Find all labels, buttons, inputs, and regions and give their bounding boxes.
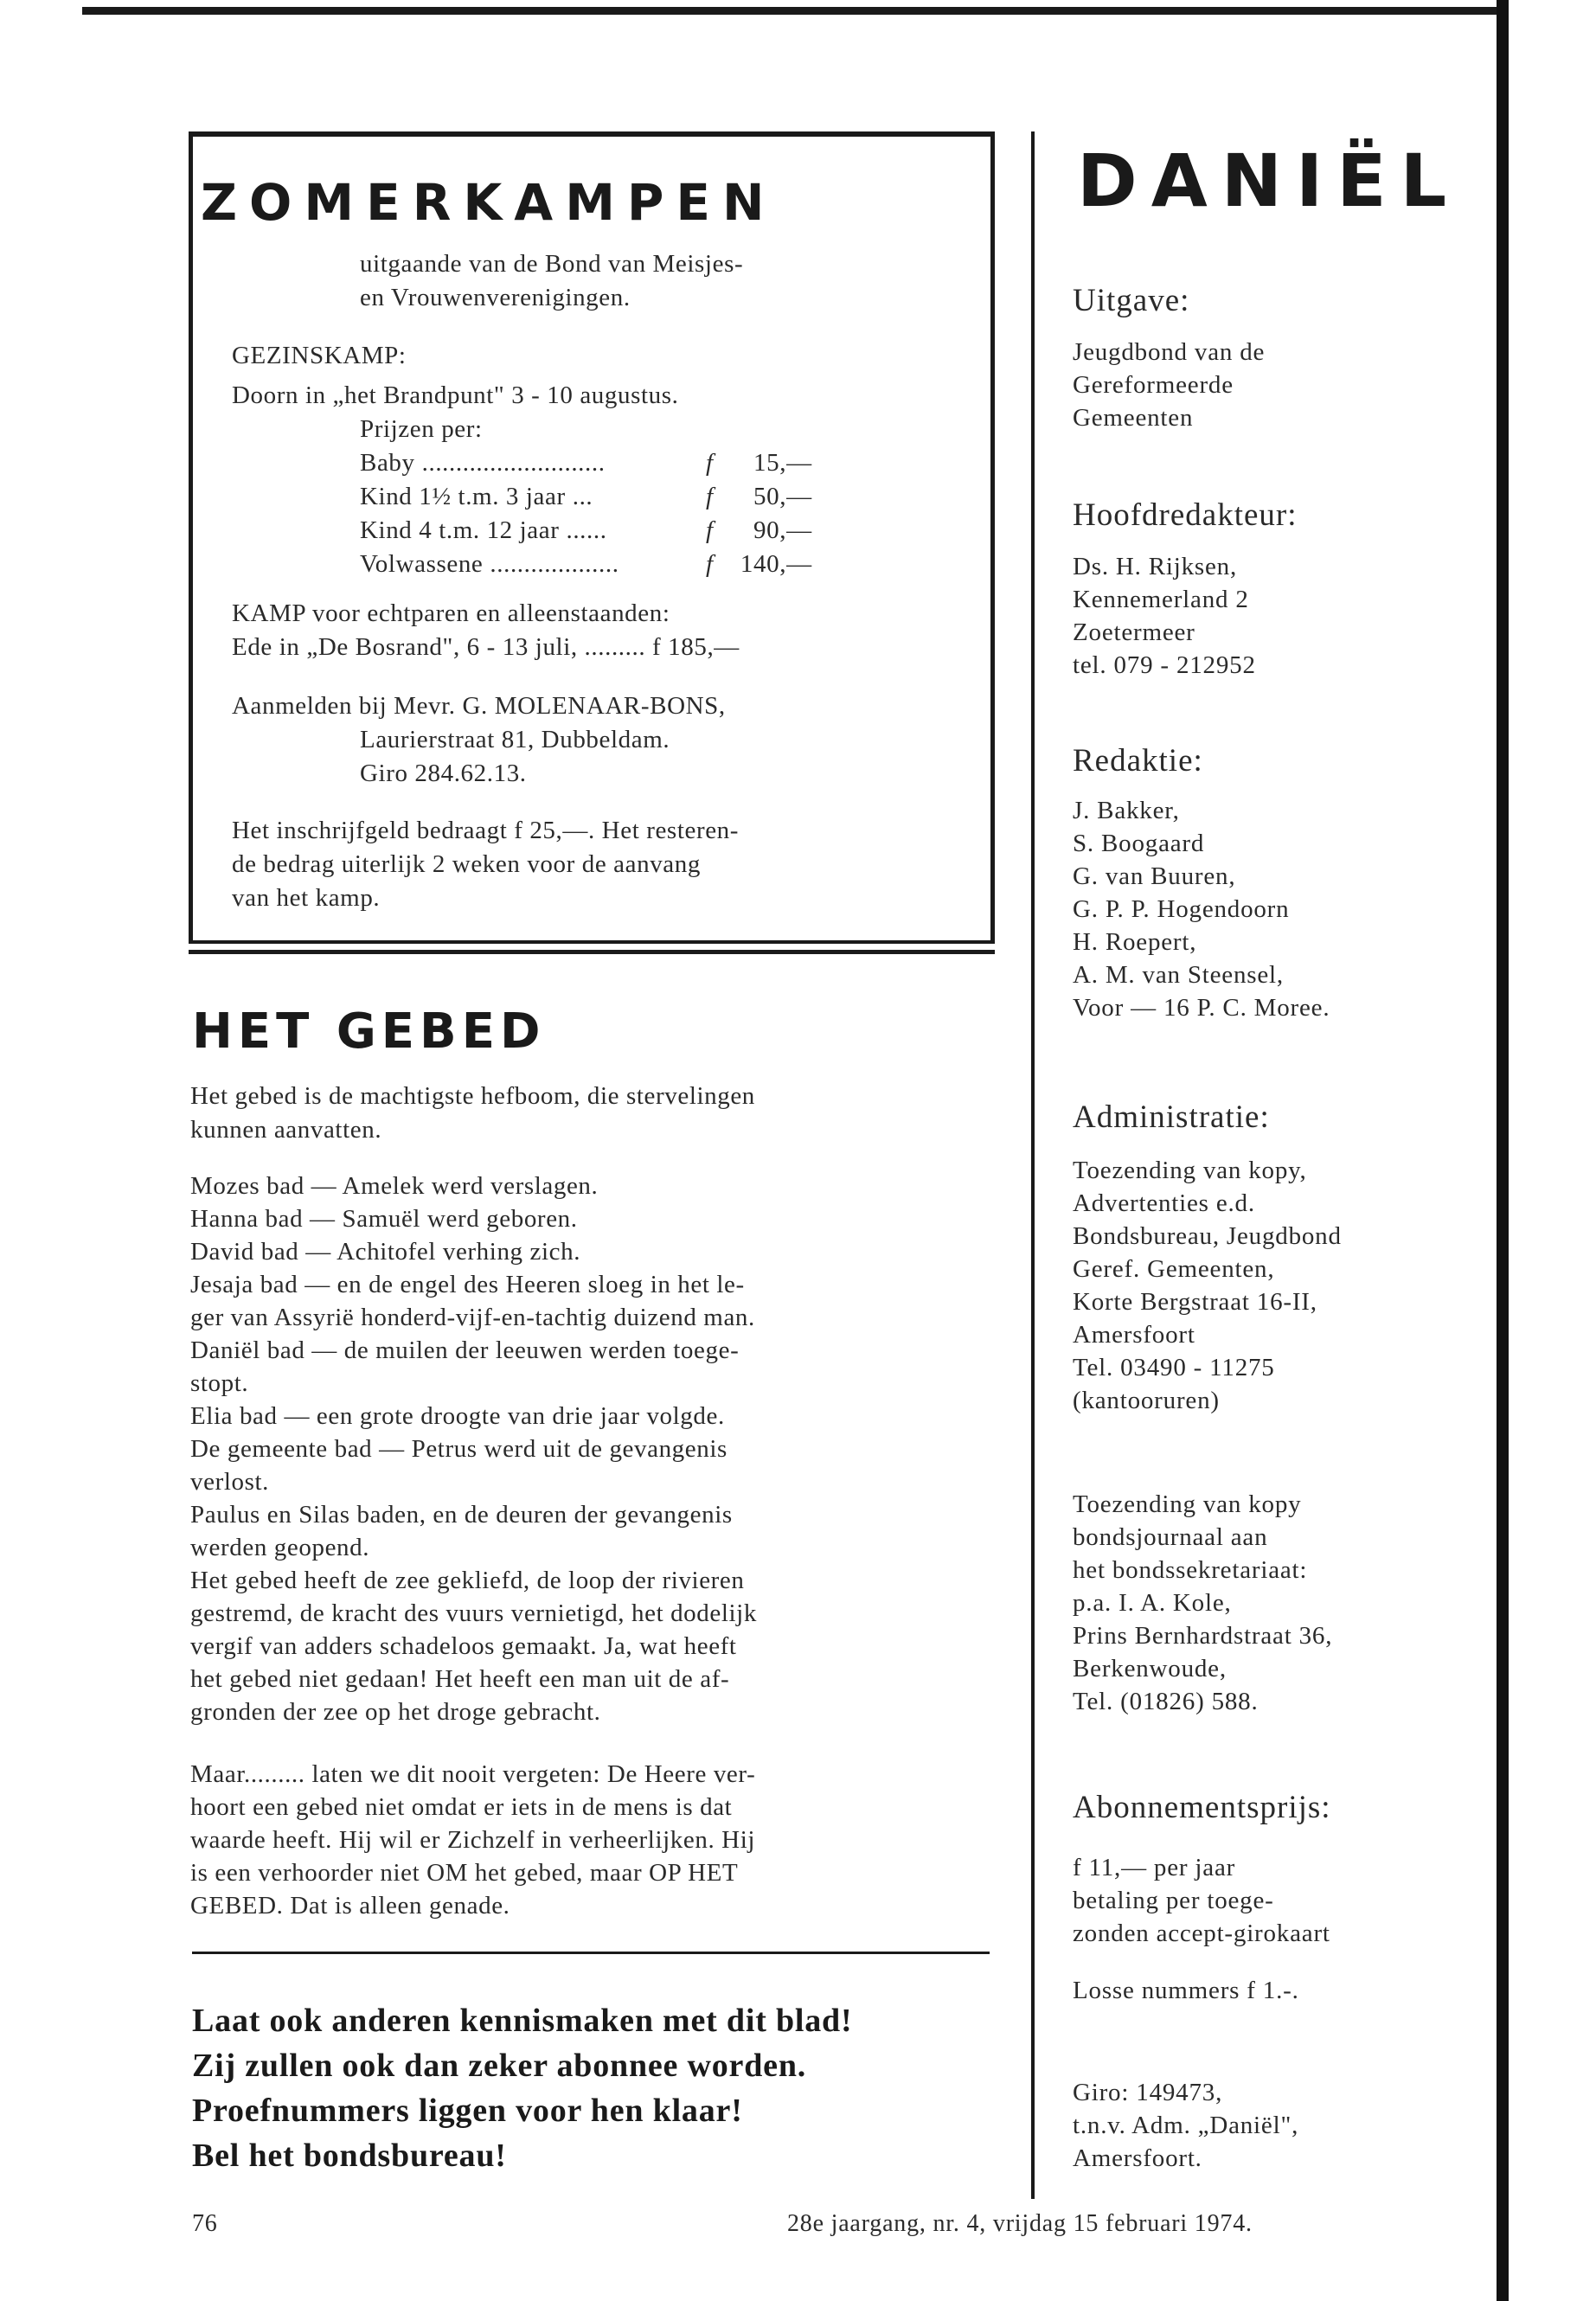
- gebed-p2-line: gestremd, de kracht des vuurs vernietigd, het dodelijk: [190, 1599, 757, 1627]
- florin-sign: f: [706, 550, 714, 578]
- gebed-p3-line: hoort een gebed niet omdat er iets in de mens is dat: [190, 1793, 733, 1821]
- aanmelden-line-1: Aanmelden bij Mevr. G. MOLENAAR-BONS,: [232, 692, 726, 720]
- gebed-title: HET GEBED: [192, 1003, 546, 1060]
- promo-line: Proefnummers liggen voor hen klaar!: [192, 2093, 743, 2129]
- gezinskamp-place: Doorn in „het Brandpunt" 3 - 10 augustus.: [232, 381, 679, 409]
- toezending-line: p.a. I. A. Kole,: [1073, 1589, 1232, 1617]
- prices-label: Prijzen per:: [360, 415, 483, 443]
- gebed-p2-line: Hanna bad — Samuël werd geboren.: [190, 1205, 578, 1233]
- redaktie-heading: Redaktie:: [1073, 743, 1203, 779]
- administratie-line: Advertenties e.d.: [1073, 1189, 1255, 1217]
- uitgave-heading: Uitgave:: [1073, 283, 1190, 318]
- right-rule: [1497, 0, 1509, 2301]
- toezending-line: Prins Bernhardstraat 36,: [1073, 1622, 1333, 1650]
- redaktie-line: S. Boogaard: [1073, 830, 1205, 857]
- florin-sign: f: [706, 483, 714, 510]
- gezinskamp-label: GEZINSKAMP:: [232, 342, 407, 369]
- redaktie-line: G. P. P. Hogendoorn: [1073, 895, 1290, 923]
- gebed-p2-line: Mozes bad — Amelek werd verslagen.: [190, 1172, 599, 1200]
- price-row: [360, 446, 812, 480]
- gebed-p3-line: Maar......... laten we dit nooit vergeten: De Heere ver-: [190, 1760, 756, 1788]
- abonnement-line: betaling per toege-: [1073, 1887, 1274, 1914]
- abonnement-line: f 11,— per jaar: [1073, 1854, 1236, 1881]
- administratie-line: Tel. 03490 - 11275: [1073, 1354, 1275, 1381]
- gebed-p2-line: vergif van adders schadeloos gemaakt. Ja, wat heeft: [190, 1632, 737, 1660]
- promo-line: Bel het bondsbureau!: [192, 2138, 507, 2174]
- gebed-p2-line: werden geopend.: [190, 1534, 370, 1561]
- aanmelden-line-2: Laurierstraat 81, Dubbeldam.: [360, 726, 670, 753]
- gebed-p3-line: is een verhoorder niet OM het gebed, maar OP HET: [190, 1859, 739, 1887]
- gebed-p2-line: Elia bad — een grote droogte van drie jaar volgde.: [190, 1402, 725, 1430]
- price-row: [360, 480, 812, 514]
- florin-sign: f: [706, 516, 714, 544]
- gebed-p3-line: GEBED. Dat is alleen genade.: [190, 1892, 510, 1920]
- kamp-line-2: Ede in „De Bosrand", 6 - 13 juli, ......... f 185,—: [232, 633, 740, 661]
- price-amount: 15,—: [753, 449, 812, 477]
- page-number: 76: [192, 2210, 218, 2237]
- giro-line: t.n.v. Adm. „Daniël",: [1073, 2112, 1299, 2139]
- uitgave-line: Gereformeerde: [1073, 371, 1234, 399]
- toezending-line: Toezending van kopy: [1073, 1490, 1302, 1518]
- promo-line: Zij zullen ook dan zeker abonnee worden.: [192, 2048, 807, 2084]
- aanmelden-line-3: Giro 284.62.13.: [360, 760, 527, 787]
- gebed-p2-line: Jesaja bad — en de engel des Heeren sloeg in het le-: [190, 1271, 745, 1298]
- gebed-p2-line: Paulus en Silas baden, en de deuren der gevangenis: [190, 1501, 733, 1529]
- toezending-line: bondsjournaal aan: [1073, 1523, 1268, 1551]
- losse-nummers: Losse nummers f 1.-.: [1073, 1977, 1299, 2004]
- administratie-line: Amersfoort: [1073, 1321, 1195, 1349]
- hoofdredakteur-line: tel. 079 - 212952: [1073, 651, 1256, 679]
- promo-separator: [192, 1952, 990, 1954]
- gebed-p3-line: waarde heeft. Hij wil er Zichzelf in verheerlijken. Hij: [190, 1826, 756, 1854]
- inschrijf-line-1: Het inschrijfgeld bedraagt f 25,—. Het resteren-: [232, 817, 740, 844]
- redaktie-line: G. van Buuren,: [1073, 862, 1236, 890]
- price-amount: 140,—: [740, 550, 812, 578]
- kamp-line-1: KAMP voor echtparen en alleenstaanden:: [232, 599, 670, 627]
- gebed-p1-line: kunnen aanvatten.: [190, 1116, 382, 1144]
- promo-line: Laat ook anderen kennismaken met dit blad!: [192, 2003, 853, 2039]
- gebed-p2-line: Het gebed heeft de zee gekliefd, de loop der rivieren: [190, 1567, 745, 1594]
- abonnement-line: zonden accept-girokaart: [1073, 1920, 1330, 1947]
- redaktie-line: H. Roepert,: [1073, 928, 1197, 956]
- box-bottom-border: [189, 950, 995, 954]
- zomerkampen-title: ZOMERKAMPEN: [201, 173, 777, 232]
- inschrijf-line-3: van het kamp.: [232, 884, 381, 912]
- administratie-line: Korte Bergstraat 16-II,: [1073, 1288, 1317, 1316]
- redaktie-line: J. Bakker,: [1073, 797, 1180, 824]
- florin-sign: f: [706, 449, 714, 477]
- hoofdredakteur-heading: Hoofdredakteur:: [1073, 497, 1298, 533]
- toezending-line: het bondssekretariaat:: [1073, 1556, 1308, 1584]
- price-label: Volwassene ...................: [360, 550, 619, 578]
- gebed-p2-line: De gemeente bad — Petrus werd uit de gevangenis: [190, 1435, 727, 1463]
- gebed-p1-line: Het gebed is de machtigste hefboom, die stervelingen: [190, 1082, 755, 1110]
- toezending-line: Berkenwoude,: [1073, 1655, 1227, 1682]
- price-label: Kind 4 t.m. 12 jaar ......: [360, 516, 607, 544]
- price-amount: 90,—: [753, 516, 812, 544]
- administratie-line: (kantooruren): [1073, 1387, 1220, 1414]
- gebed-p2-line: het gebed niet gedaan! Het heeft een man uit de af-: [190, 1665, 730, 1693]
- gebed-p2-line: stopt.: [190, 1369, 249, 1397]
- redaktie-line: Voor — 16 P. C. Moree.: [1073, 994, 1330, 1022]
- gebed-p2-line: David bad — Achitofel verhing zich.: [190, 1238, 581, 1266]
- hoofdredakteur-line: Kennemerland 2: [1073, 586, 1249, 613]
- gebed-p2-line: ger van Assyrië honderd-vijf-en-tachtig duizend man.: [190, 1304, 755, 1331]
- redaktie-line: A. M. van Steensel,: [1073, 961, 1284, 989]
- price-label: Kind 1½ t.m. 3 jaar ...: [360, 483, 593, 510]
- issue-info: 28e jaargang, nr. 4, vrijdag 15 februari 1974.: [787, 2210, 1253, 2237]
- price-row: [360, 548, 812, 581]
- toezending-line: Tel. (01826) 588.: [1073, 1688, 1259, 1715]
- price-label: Baby ...........................: [360, 449, 606, 477]
- intro-line-2: en Vrouwenverenigingen.: [360, 284, 631, 311]
- administratie-heading: Administratie:: [1073, 1099, 1270, 1135]
- column-divider: [1031, 131, 1035, 2199]
- abonnementsprijs-heading: Abonnementsprijs:: [1073, 1790, 1331, 1825]
- gebed-p2-line: gronden der zee op het droge gebracht.: [190, 1698, 601, 1726]
- top-rule: [82, 7, 1501, 15]
- uitgave-line: Gemeenten: [1073, 404, 1194, 432]
- intro-line-1: uitgaande van de Bond van Meisjes-: [360, 250, 744, 278]
- price-amount: 50,—: [753, 483, 812, 510]
- hoofdredakteur-line: Ds. H. Rijksen,: [1073, 553, 1238, 580]
- gebed-p2-line: verlost.: [190, 1468, 269, 1496]
- giro-line: Amersfoort.: [1073, 2144, 1202, 2172]
- daniel-title: DANIËL: [1077, 138, 1461, 223]
- uitgave-line: Jeugdbond van de: [1073, 338, 1266, 366]
- gebed-p2-line: Daniël bad — de muilen der leeuwen werden toege-: [190, 1336, 740, 1364]
- inschrijf-line-2: de bedrag uiterlijk 2 weken voor de aanvang: [232, 850, 701, 878]
- administratie-line: Toezending van kopy,: [1073, 1157, 1307, 1184]
- administratie-line: Geref. Gemeenten,: [1073, 1255, 1275, 1283]
- giro-line: Giro: 149473,: [1073, 2079, 1223, 2106]
- hoofdredakteur-line: Zoetermeer: [1073, 619, 1195, 646]
- administratie-line: Bondsbureau, Jeugdbond: [1073, 1222, 1342, 1250]
- price-row: [360, 514, 812, 548]
